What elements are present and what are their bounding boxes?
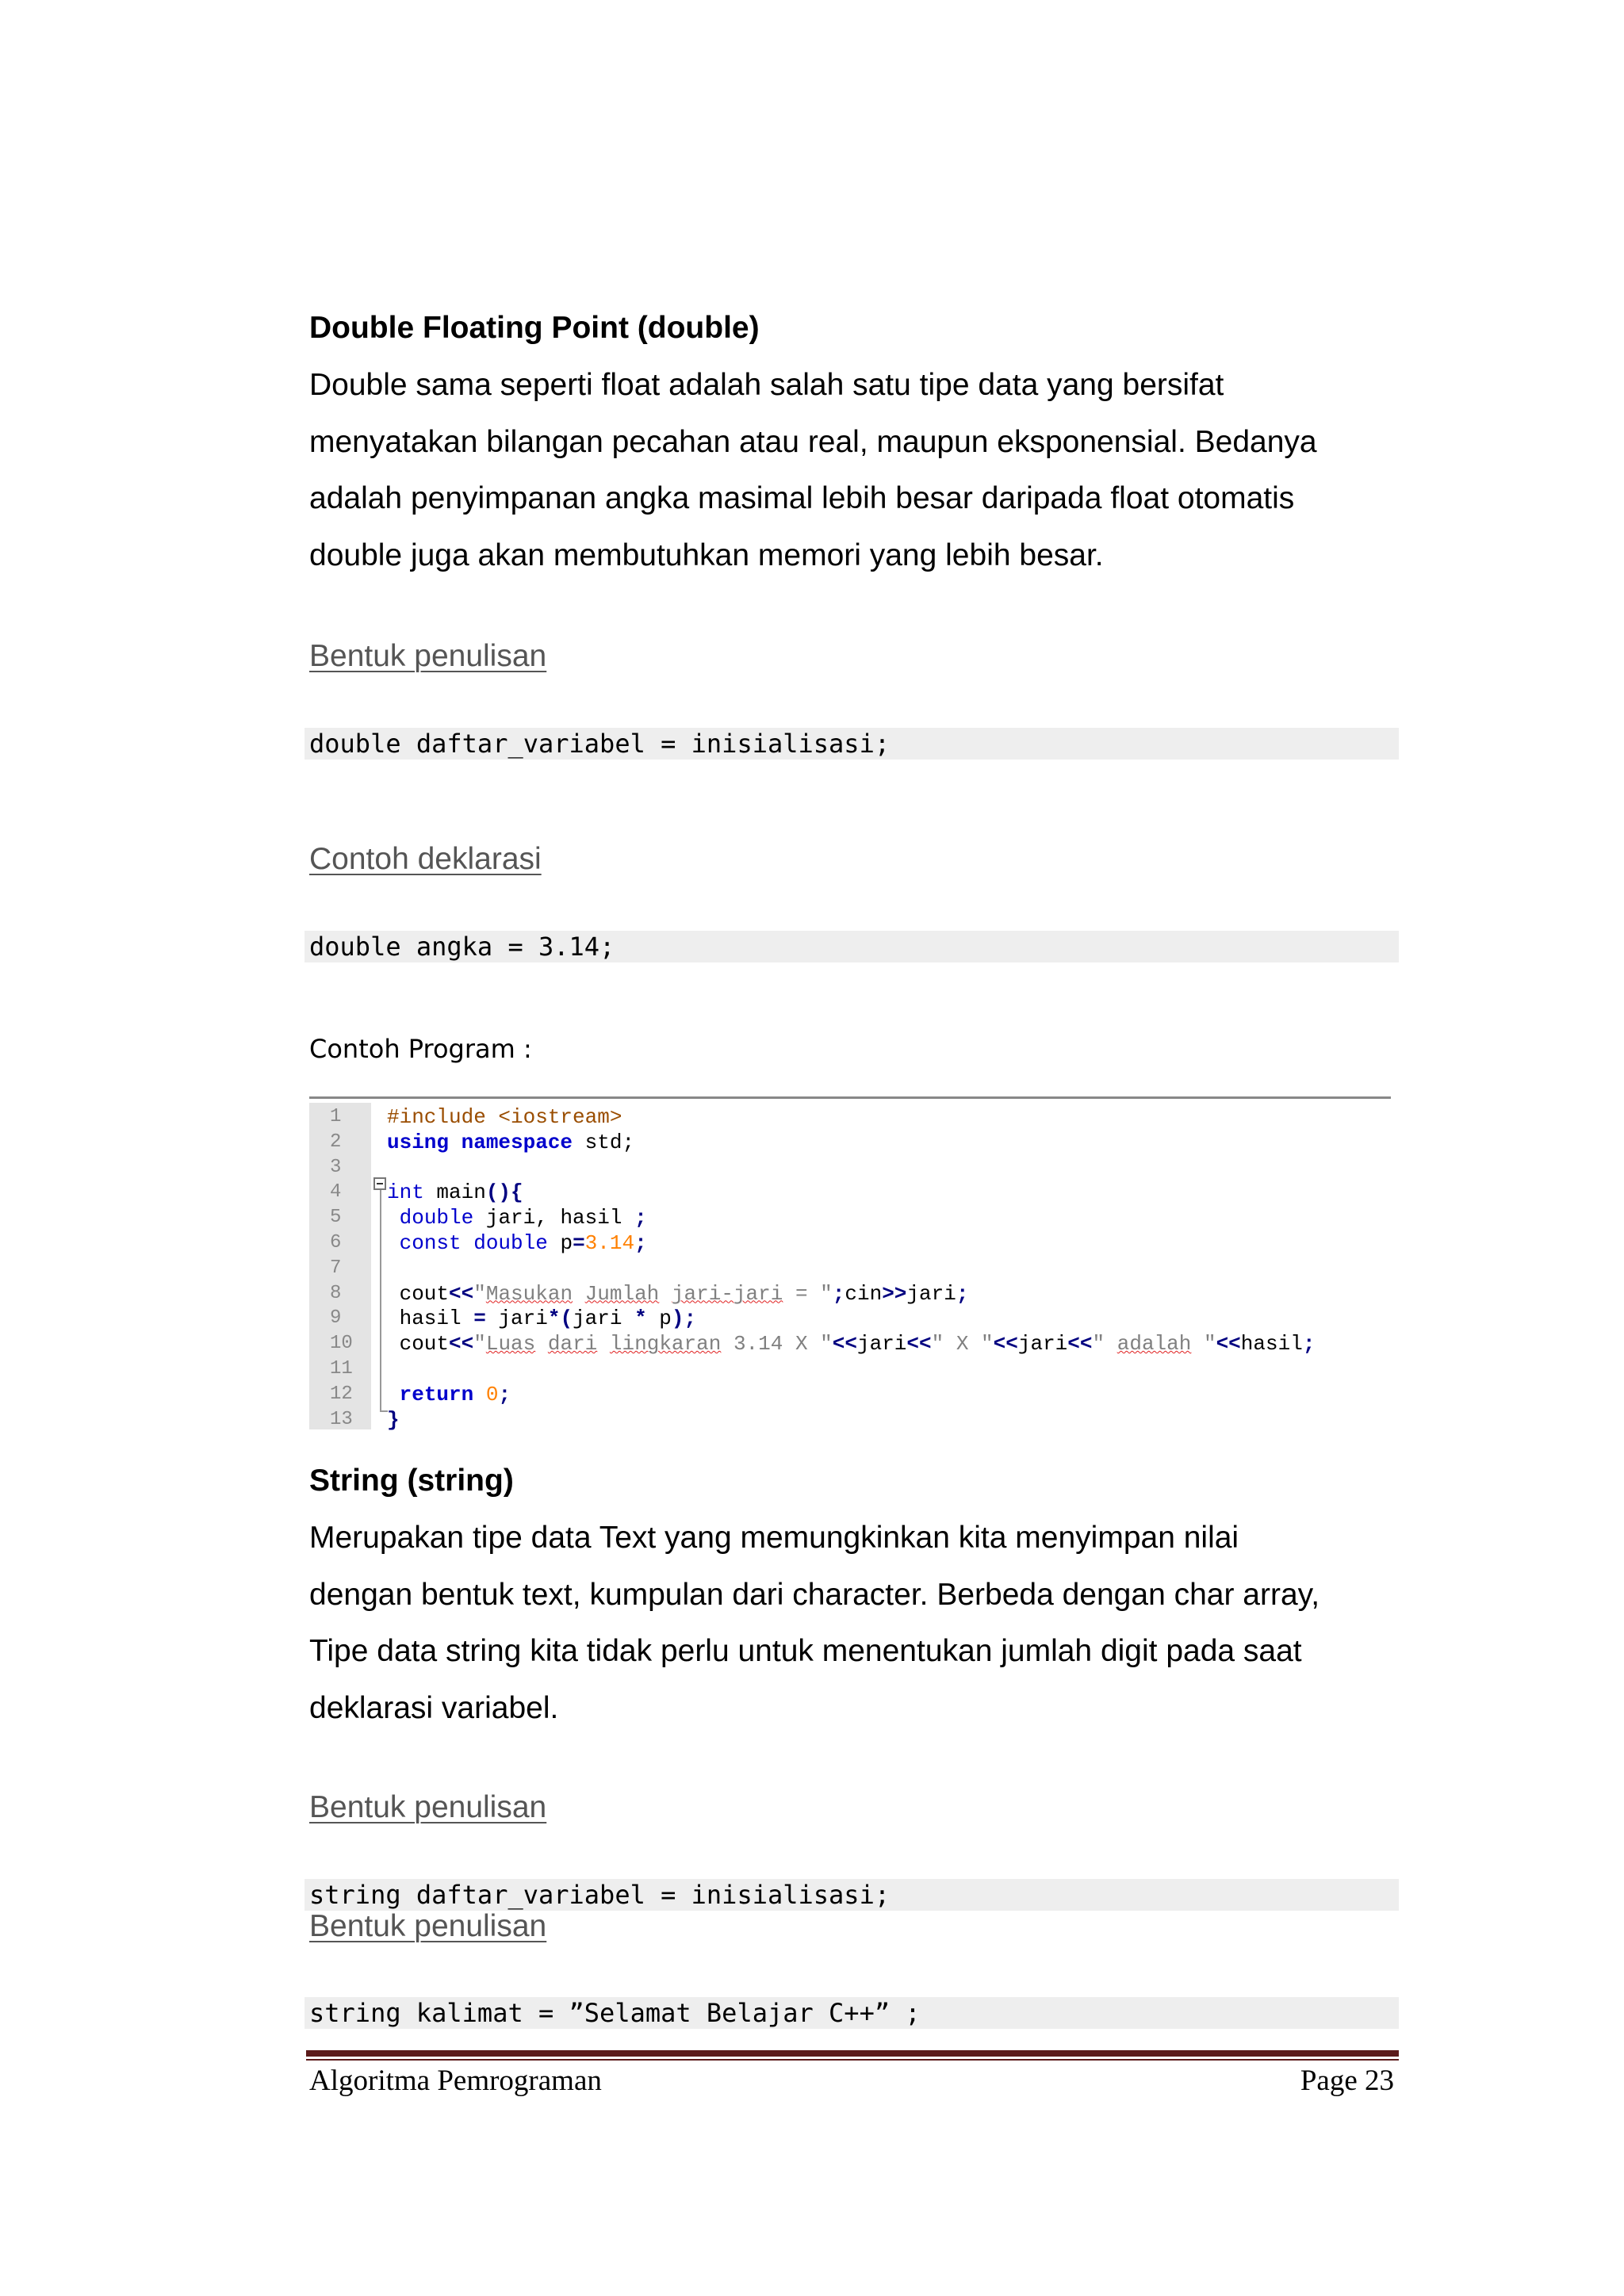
code-token: (){ <box>485 1181 523 1205</box>
code-token: >> <box>882 1281 907 1306</box>
code-text <box>387 1104 622 1130</box>
editor-top-border <box>309 1096 1391 1099</box>
code-token: adalah <box>1116 1332 1192 1357</box>
footer-rule-thin <box>306 2059 1399 2061</box>
example-code-double: double angka = 3.14; <box>304 931 1399 962</box>
code-text <box>387 1130 634 1155</box>
code-token: << <box>993 1332 1018 1357</box>
paragraph-line: Double sama seperti float adalah salah satu tipe data yang bersifat <box>309 368 1224 402</box>
paragraph-line: deklarasi variabel. <box>309 1690 559 1725</box>
code-text <box>387 1230 647 1256</box>
code-token: 3.14 <box>584 1231 635 1255</box>
line-number: 10 <box>330 1333 353 1355</box>
code-token: " <box>473 1281 486 1306</box>
paragraph-line: double juga akan membutuhkan memori yang lebih besar. <box>309 538 1104 572</box>
code-token: " <box>1191 1332 1216 1357</box>
paragraph-double <box>309 357 1404 584</box>
code-token: Masukan <box>485 1281 573 1306</box>
code-token: hasil <box>1240 1332 1303 1357</box>
code-token: jari <box>906 1281 956 1306</box>
paragraph-line: Merupakan tipe data Text yang memungkinkan kita menyimpan nilai <box>309 1521 1239 1555</box>
code-token: * <box>634 1307 647 1331</box>
line-number: 8 <box>330 1282 342 1304</box>
code-token: cin <box>845 1281 883 1306</box>
code-text <box>387 1382 511 1407</box>
code-text <box>387 1331 1315 1357</box>
code-token: *( <box>547 1307 573 1331</box>
code-token: using namespace <box>387 1130 573 1154</box>
syntax-code-double: double daftar_variabel = inisialisasi; <box>304 728 1399 760</box>
code-token: ; <box>832 1281 845 1306</box>
paragraph-line: menyatakan bilangan pecahan atau real, maupun eksponensial. Bedanya <box>309 424 1317 459</box>
footer-title: Algoritma Pemrograman <box>309 2064 602 2097</box>
code-token: jari <box>857 1332 907 1357</box>
line-number: 4 <box>330 1181 342 1203</box>
code-token: " X " <box>931 1332 994 1357</box>
code-token <box>473 1383 486 1406</box>
code-token: << <box>449 1281 474 1306</box>
code-token <box>597 1332 610 1356</box>
code-token: #include <iostream> <box>387 1105 622 1129</box>
paragraph-line: adalah penyimpanan angka masimal lebih besar daripada float otomatis <box>309 481 1295 515</box>
code-token: Jumlah <box>584 1281 660 1306</box>
code-token: jari-jari <box>671 1281 783 1306</box>
code-token: << <box>1216 1332 1241 1357</box>
code-token: jari, hasil <box>473 1206 635 1230</box>
syntax-heading-string: Bentuk penulisan <box>309 1790 547 1824</box>
example-heading-string: Bentuk penulisan <box>309 1909 547 1943</box>
code-token: const double <box>399 1231 548 1255</box>
code-token: " <box>473 1332 486 1357</box>
line-number: 11 <box>330 1358 353 1380</box>
code-text <box>387 1205 647 1230</box>
paragraph-line: Tipe data string kita tidak perlu untuk menentukan jumlah digit pada saat <box>309 1634 1302 1668</box>
section-title-string: String (string) <box>309 1464 514 1498</box>
code-token: = " <box>783 1281 833 1306</box>
code-editor-screenshot <box>309 1096 1391 1432</box>
code-text <box>387 1407 400 1433</box>
paragraph-line: dengan bentuk text, kumpulan dari character. Berbeda dengan char array, <box>309 1577 1320 1612</box>
code-token: Luas <box>485 1332 536 1357</box>
line-number: 1 <box>330 1106 342 1127</box>
line-number: 3 <box>330 1156 342 1178</box>
code-text <box>387 1281 968 1307</box>
code-token: ; <box>634 1231 647 1255</box>
code-token: } <box>387 1407 400 1432</box>
code-token: << <box>906 1332 932 1357</box>
code-token <box>573 1282 585 1306</box>
code-token: jari <box>573 1307 635 1331</box>
code-token <box>535 1332 548 1356</box>
line-number: 2 <box>330 1131 342 1153</box>
code-token: double <box>399 1206 474 1230</box>
code-token: std; <box>573 1130 635 1154</box>
line-number: 7 <box>330 1257 342 1279</box>
code-token: 0 <box>485 1382 499 1406</box>
code-token: p <box>547 1231 573 1255</box>
code-token: p <box>646 1307 672 1331</box>
code-token: int <box>387 1181 424 1205</box>
code-token: << <box>832 1332 857 1357</box>
example-code-string: string kalimat = ”Selamat Belajar C++” ; <box>304 1997 1399 2029</box>
code-token: return <box>399 1382 474 1406</box>
code-token: jari <box>1017 1332 1068 1357</box>
code-token: ); <box>671 1307 697 1331</box>
code-token: = <box>473 1307 486 1331</box>
code-token: hasil <box>387 1307 474 1331</box>
code-text <box>387 1306 696 1331</box>
code-token <box>387 1206 400 1230</box>
code-token: 3.14 X " <box>721 1332 833 1357</box>
code-token <box>387 1231 400 1255</box>
code-token: cout <box>387 1281 450 1306</box>
code-token: lingkaran <box>609 1332 722 1357</box>
code-token: main <box>423 1181 486 1205</box>
code-token: << <box>449 1332 474 1357</box>
fold-collapse-icon <box>373 1177 386 1190</box>
line-number: 6 <box>330 1232 342 1253</box>
code-token: ; <box>1302 1332 1316 1357</box>
fold-line <box>380 1185 381 1412</box>
code-token: ; <box>498 1382 511 1406</box>
code-token: ; <box>956 1281 969 1306</box>
footer-rule-thick <box>306 2050 1399 2057</box>
line-number: 12 <box>330 1383 353 1405</box>
section-title-double: Double Floating Point (double) <box>309 311 760 345</box>
line-number: 5 <box>330 1207 342 1229</box>
code-token: ; <box>634 1206 647 1230</box>
syntax-heading-double: Bentuk penulisan <box>309 639 547 673</box>
code-token: << <box>1067 1332 1093 1357</box>
syntax-code-string: string daftar_variabel = inisialisasi; <box>304 1879 1399 1911</box>
line-number: 9 <box>330 1307 342 1330</box>
code-token: jari <box>485 1307 548 1331</box>
code-token <box>387 1383 400 1406</box>
page-number: Page 23 <box>1300 2064 1394 2097</box>
paragraph-string <box>309 1510 1404 1736</box>
code-token: cout <box>387 1332 450 1357</box>
code-token: dari <box>547 1332 598 1357</box>
line-number: 13 <box>330 1408 353 1430</box>
code-token: " <box>1092 1332 1117 1357</box>
code-token <box>659 1282 672 1306</box>
example-heading-double: Contoh deklarasi <box>309 842 542 876</box>
code-text <box>387 1180 523 1205</box>
code-token: = <box>573 1231 585 1255</box>
program-label: Contoh Program : <box>309 1034 532 1064</box>
